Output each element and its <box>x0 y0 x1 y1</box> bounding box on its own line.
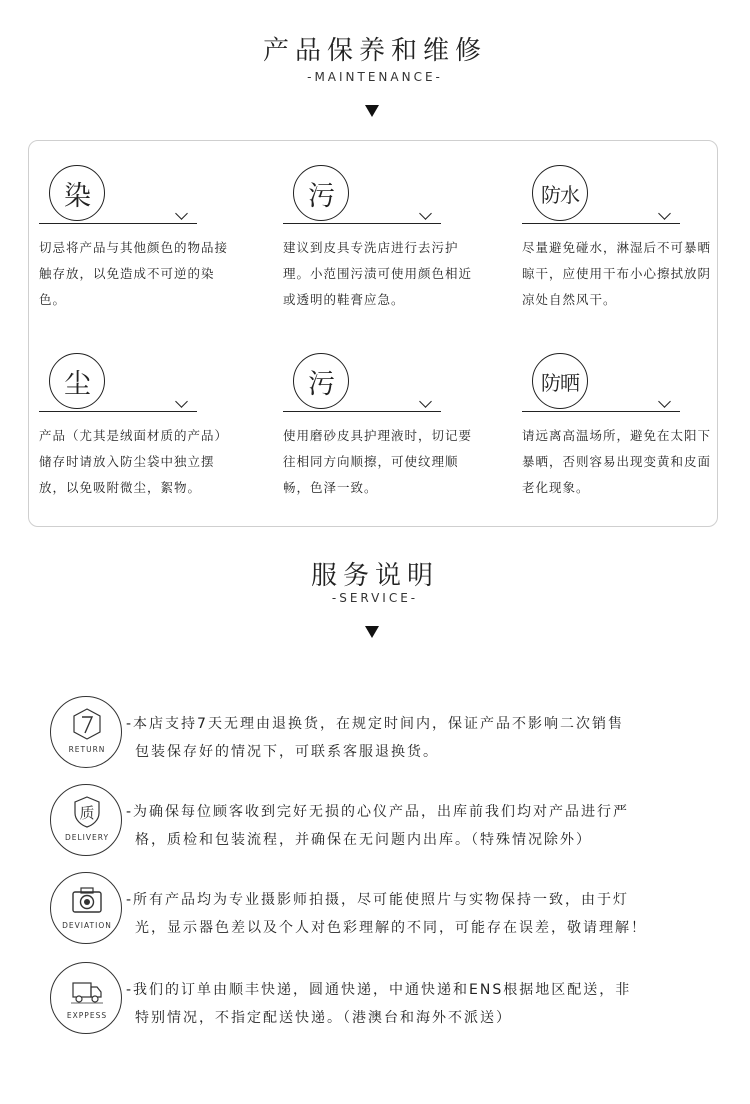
service-item-delivery <box>50 784 710 866</box>
service-item-express <box>50 962 710 1044</box>
service-line: -为确保每位顾客收到完好无损的心仪产品，出库前我们均对产品进行严 <box>126 804 630 820</box>
service-line: -我们的订单由顺丰快递，圆通快递，中通快递和ENS根据地区配送，非 <box>126 982 632 998</box>
service-line: -本店支持7天无理由退换货，在规定时间内，保证产品不影响二次销售 <box>126 716 624 732</box>
maintenance-box <box>28 140 718 527</box>
care-text: 产品（尤其是绒面材质的产品）储存时请放入防尘袋中独立摆放，以免吸附微尘，絮物。 <box>39 428 229 495</box>
stain-icon: 污 <box>293 165 349 221</box>
express-badge <box>50 962 122 1034</box>
chevron-down-icon <box>419 207 432 220</box>
chevron-down-icon <box>658 395 671 408</box>
divider <box>39 411 197 412</box>
service-line: 光，显示器色差以及个人对色彩理解的不同，可能存在误差，敬请理解！ <box>135 920 647 936</box>
dust-icon: 尘 <box>49 353 105 409</box>
svg-text:质: 质 <box>79 804 95 822</box>
care-text: 使用磨砂皮具护理液时，切记要往相同方向顺擦，可使纹理顺畅，色泽一致。 <box>283 428 473 495</box>
stain-icon: 污 <box>293 353 349 409</box>
care-text: 建议到皮具专洗店进行去污护理。小范围污渍可使用颜色相近或透明的鞋膏应急。 <box>283 240 473 307</box>
deviation-badge <box>50 872 122 944</box>
divider <box>39 223 197 224</box>
badge-label: RETURN <box>68 745 106 754</box>
divider <box>283 411 441 412</box>
chevron-down-icon <box>175 207 188 220</box>
down-arrow-icon <box>365 626 379 638</box>
return-badge <box>50 696 122 768</box>
waterproof-icon: 防水 <box>532 165 588 221</box>
service-item-deviation <box>50 872 710 954</box>
service-subtitle: -SERVICE- <box>331 591 419 605</box>
badge-label: EXPPESS <box>66 1011 108 1020</box>
service-title: 服务说明 <box>310 561 439 591</box>
badge-label: DELIVERY <box>64 833 110 842</box>
badge-label: DEVIATION <box>62 921 112 930</box>
chevron-down-icon <box>175 395 188 408</box>
sunproof-icon: 防晒 <box>532 353 588 409</box>
chevron-down-icon <box>658 207 671 220</box>
maintenance-subtitle: -MAINTENANCE- <box>307 70 443 84</box>
service-line: 格，质检和包装流程，并确保在无问题内出库。（特殊情况除外） <box>135 832 592 848</box>
service-line: 特别情况，不指定配送快递。（港澳台和海外不派送） <box>135 1010 512 1026</box>
maintenance-title: 产品保养和维修 <box>262 36 487 66</box>
delivery-badge <box>50 784 122 856</box>
care-text: 请远离高温场所，避免在太阳下暴晒，否则容易出现变黄和皮面老化现象。 <box>522 428 712 495</box>
service-line: -所有产品均为专业摄影师拍摄，尽可能使照片与实物保持一致，由于灯 <box>126 892 630 908</box>
service-line: 包装保存好的情况下，可联系客服退换货。 <box>135 744 439 760</box>
down-arrow-icon <box>365 105 379 117</box>
truck-icon <box>71 973 103 1007</box>
divider <box>283 223 441 224</box>
care-text: 切忌将产品与其他颜色的物品接触存放，以免造成不可逆的染色。 <box>39 240 229 307</box>
divider <box>522 411 680 412</box>
dye-icon: 染 <box>49 165 105 221</box>
service-text <box>126 710 716 766</box>
chevron-down-icon <box>419 395 432 408</box>
service-item-return <box>50 696 710 778</box>
quality-icon <box>71 795 103 829</box>
service-text <box>126 886 716 942</box>
return-7-icon <box>71 707 103 741</box>
care-text: 尽量避免碰水，淋湿后不可暴晒晾干，应使用干布小心擦拭放阴凉处自然风干。 <box>522 240 712 307</box>
camera-icon <box>71 883 103 917</box>
service-text <box>126 798 716 854</box>
service-text <box>126 976 716 1032</box>
divider <box>522 223 680 224</box>
